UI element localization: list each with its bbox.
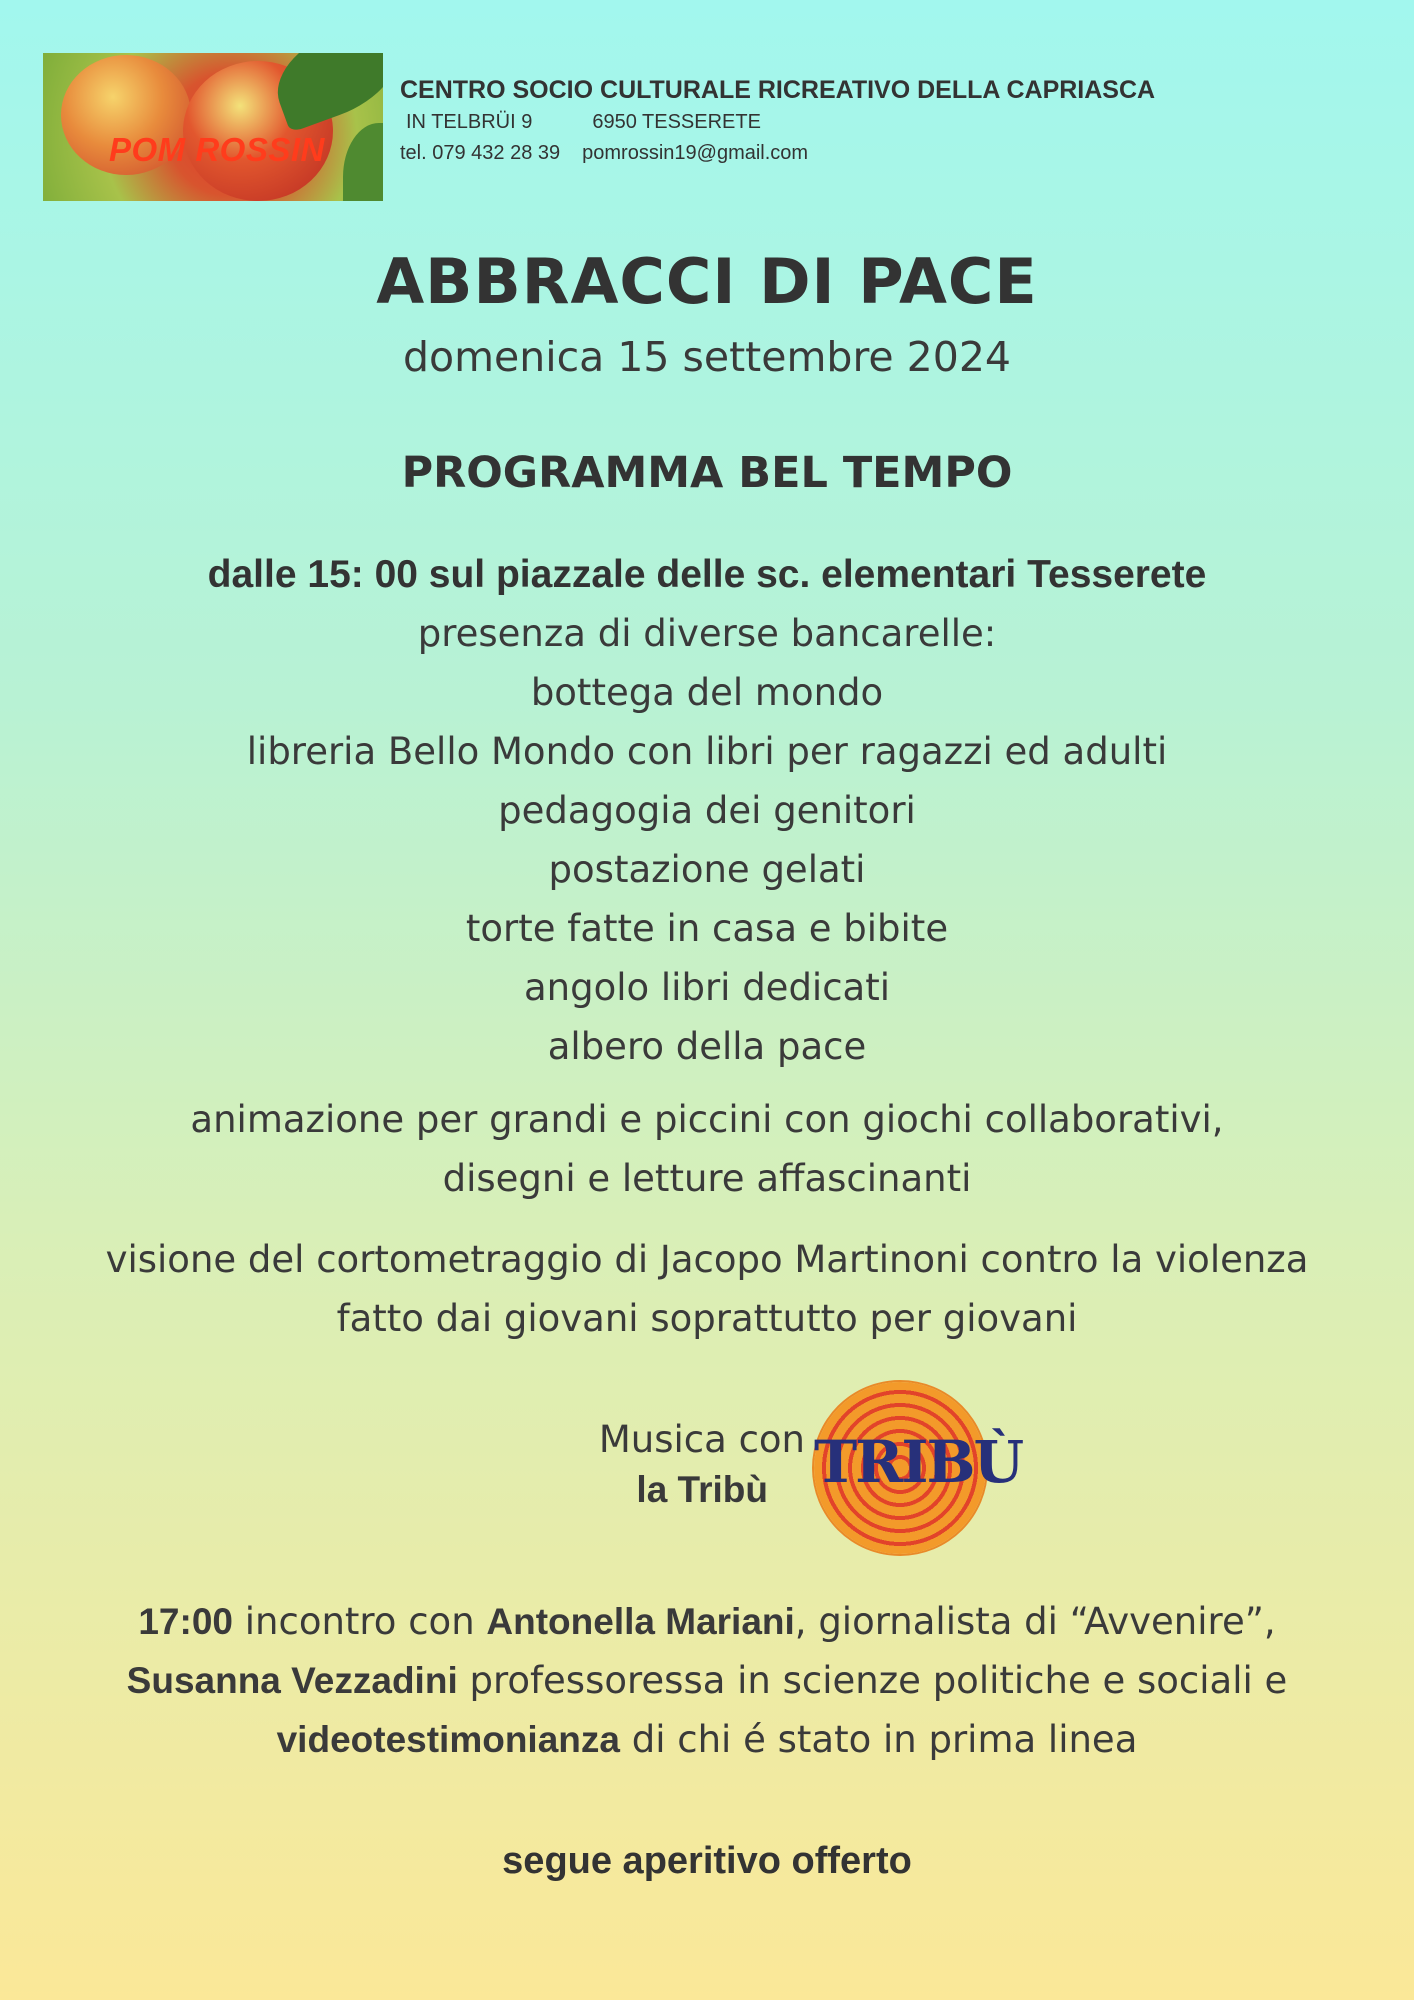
video-text — [0, 1230, 1414, 1348]
list-item: bottega del mondo — [530, 671, 884, 714]
animation-line: disegni e letture affascinanti — [442, 1157, 972, 1200]
music-info — [590, 1418, 805, 1511]
video-line: visione del cortometraggio di Jacopo Martinoni contro la violenza — [105, 1238, 1309, 1281]
music-line: Musica con — [598, 1418, 805, 1461]
talk-line — [0, 1592, 1414, 1651]
header — [400, 76, 1155, 165]
talk-text-part: di chi é stato in prima linea — [619, 1718, 1138, 1761]
closing-note: segue aperitivo offerto — [502, 1840, 912, 1882]
talk-line — [0, 1651, 1414, 1710]
logo-text: POM ROSSIN — [109, 131, 325, 168]
band-name: la Tribù — [636, 1469, 768, 1510]
phone: tel. 079 432 28 39 — [400, 142, 561, 164]
list-item: torte fatte in casa e bibite — [465, 907, 949, 950]
program-list — [0, 545, 1414, 1076]
speaker-name: Antonella Mariani — [486, 1601, 795, 1642]
list-item: albero della pace — [547, 1025, 867, 1068]
event-date: domenica 15 settembre 2024 — [402, 333, 1012, 381]
video-testimony-label: videotestimonianza — [276, 1719, 620, 1760]
contact — [400, 142, 1155, 165]
animation-text — [0, 1090, 1414, 1208]
address — [406, 111, 1155, 134]
list-item: postazione gelati — [548, 848, 866, 891]
email: pomrossin19@gmail.com — [582, 142, 809, 164]
program-lead: dalle 15: 00 sul piazzale delle sc. elementari Tesserete — [207, 553, 1207, 596]
talk-text — [0, 1592, 1414, 1769]
talk-text-part: incontro con — [232, 1600, 487, 1643]
list-item: presenza di diverse bancarelle: — [417, 612, 997, 655]
animation-line: animazione per grandi e piccini con giochi collaborativi, — [190, 1098, 1224, 1141]
tribu-logo — [814, 1382, 1023, 1554]
talk-text-part: professoressa in scienze politiche e sociali e — [457, 1659, 1288, 1702]
talk-text-part: , giornalista di “Avvenire”, — [794, 1600, 1276, 1643]
pom-rossin-logo — [43, 53, 383, 201]
city: 6950 TESSERETE — [592, 111, 761, 133]
street: IN TELBRÜI 9 — [406, 111, 533, 133]
program-title: PROGRAMMA BEL TEMPO — [401, 448, 1013, 498]
video-line: fatto dai giovani soprattutto per giovani — [336, 1297, 1078, 1340]
talk-time: 17:00 — [138, 1601, 233, 1642]
list-item: angolo libri dedicati — [523, 966, 891, 1009]
talk-line — [0, 1710, 1414, 1769]
list-item: libreria Bello Mondo con libri per ragazzi ed adulti — [246, 730, 1168, 773]
tribu-logo-text: TRIBÙ — [814, 1428, 1023, 1496]
leaf-image — [343, 123, 383, 201]
list-item: pedagogia dei genitori — [498, 789, 916, 832]
event-title: ABBRACCI DI PACE — [376, 245, 1038, 318]
organization-name: CENTRO SOCIO CULTURALE RICREATIVO DELLA CAPRIASCA — [400, 76, 1156, 104]
speaker-name: Susanna Vezzadini — [126, 1660, 458, 1701]
